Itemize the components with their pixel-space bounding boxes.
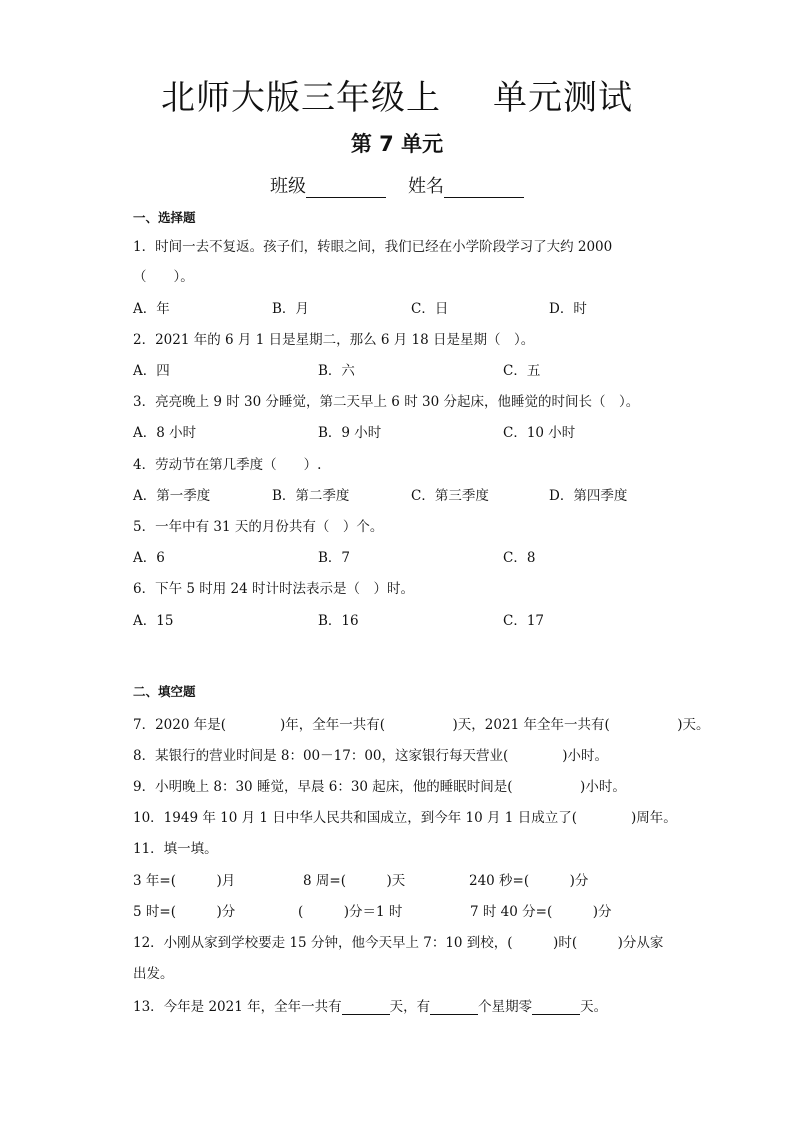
- q11-item-5: ( )分＝1 时: [298, 904, 403, 920]
- q5-option-b[interactable]: B．7: [318, 550, 351, 566]
- q13-blank-days[interactable]: [342, 1000, 390, 1015]
- student-info-row: [0, 172, 794, 198]
- name-blank[interactable]: [444, 177, 524, 198]
- question-5: 5．一年中有 31 天的月份共有（ ）个。: [133, 519, 384, 535]
- name-label: 姓名: [408, 176, 444, 197]
- q2-option-b[interactable]: B．六: [318, 363, 355, 379]
- question-4: 4．劳动节在第几季度（ ）.: [133, 457, 322, 473]
- question-13: [133, 995, 607, 1015]
- q6-option-b[interactable]: B．16: [318, 613, 359, 629]
- q13-part-d: 天。: [580, 999, 608, 1015]
- q1-option-d[interactable]: D．时: [549, 301, 587, 317]
- q4-option-b[interactable]: B．第二季度: [272, 488, 350, 504]
- q11-item-2: 8 周=( )天: [303, 873, 406, 889]
- question-12: 12．小刚从家到学校要走 15 分钟，他今天早上 7：10 到校，( )时( )分从家: [133, 935, 664, 951]
- question-10: 10．1949 年 10 月 1 日中华人民共和国成立，到今年 10 月 1 日成立了( )周年。: [133, 810, 677, 826]
- question-8: 8．某银行的营业时间是 8：00－17：00，这家银行每天营业( )小时。: [133, 748, 609, 764]
- question-1: 1．时间一去不复返。孩子们，转眼之间，我们已经在小学阶段学习了大约 2000: [133, 239, 613, 255]
- section-heading-fill: 二、填空题: [133, 684, 196, 699]
- section-heading-choice: 一、选择题: [133, 210, 196, 225]
- question-9: 9．小明晚上 8：30 睡觉，早晨 6：30 起床，他的睡眠时间是( )小时。: [133, 779, 626, 795]
- q2-option-a[interactable]: A．四: [133, 363, 170, 379]
- class-blank[interactable]: [306, 177, 386, 198]
- q13-part-b: 天，有: [389, 999, 431, 1015]
- q13-blank-weeks[interactable]: [430, 1000, 478, 1015]
- q3-option-b[interactable]: B．9 小时: [318, 425, 382, 441]
- unit-subtitle: 第 7 单元: [350, 132, 444, 156]
- q11-item-1: 3 年=( )月: [133, 873, 236, 889]
- question-1-cont: （ ）。: [133, 269, 194, 285]
- q4-option-d[interactable]: D．第四季度: [549, 488, 628, 504]
- q6-option-a[interactable]: A．15: [133, 613, 174, 629]
- q4-option-a[interactable]: A．第一季度: [133, 488, 211, 504]
- q6-option-c[interactable]: C．17: [503, 613, 545, 629]
- q2-option-c[interactable]: C．五: [503, 363, 541, 379]
- q11-item-4: 5 时=( )分: [133, 904, 236, 920]
- q13-part-c: 个星期零: [478, 999, 533, 1015]
- q11-item-6: 7 时 40 分=( )分: [470, 904, 612, 920]
- title-left: 北师大版三年级上: [161, 78, 441, 118]
- question-6: 6．下午 5 时用 24 时计时法表示是（ ）时。: [133, 581, 415, 597]
- q5-option-a[interactable]: A．6: [133, 550, 165, 566]
- q4-option-c[interactable]: C．第三季度: [411, 488, 489, 504]
- q1-option-a[interactable]: A．年: [133, 301, 170, 317]
- question-3: 3．亮亮晚上 9 时 30 分睡觉，第二天早上 6 时 30 分起床，他睡觉的时间长（ ）。: [133, 394, 640, 410]
- q1-option-c[interactable]: C．日: [411, 301, 449, 317]
- q5-option-c[interactable]: C．8: [503, 550, 536, 566]
- page-title: [0, 70, 794, 119]
- question-11: 11．填一填。: [133, 841, 218, 857]
- q11-item-3: 240 秒=( )分: [469, 873, 589, 889]
- q3-option-a[interactable]: A．8 小时: [133, 425, 197, 441]
- class-label: 班级: [270, 176, 306, 197]
- q13-blank-remaining-days[interactable]: [532, 1000, 580, 1015]
- title-right: 单元测试: [493, 78, 633, 118]
- question-2: 2．2021 年的 6 月 1 日是星期二，那么 6 月 18 日是星期（ ）。: [133, 332, 535, 348]
- q13-part-a: 13．今年是 2021 年，全年一共有: [133, 999, 342, 1015]
- question-12-cont: 出发。: [133, 966, 174, 982]
- question-7: 7．2020 年是( )年，全年一共有( )天，2021 年全年一共有( )天。: [133, 717, 710, 733]
- q3-option-c[interactable]: C．10 小时: [503, 425, 576, 441]
- q1-option-b[interactable]: B．月: [272, 301, 309, 317]
